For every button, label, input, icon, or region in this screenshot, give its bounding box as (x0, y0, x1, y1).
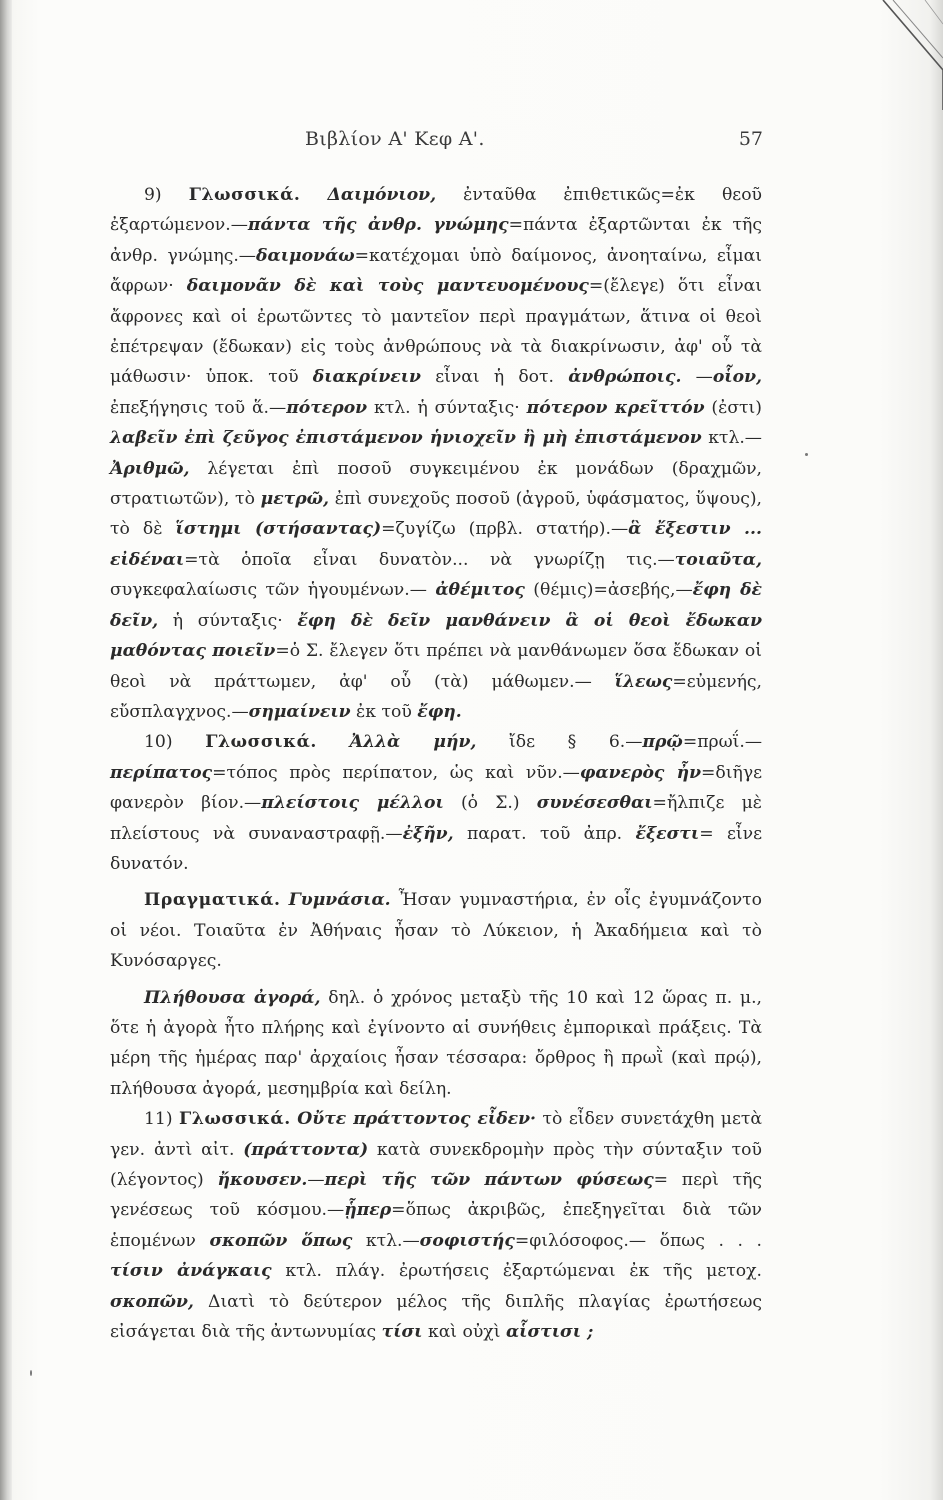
greek-term: οἷον, (712, 367, 762, 388)
greek-term: Ἀλλὰ μήν, (349, 732, 477, 753)
greek-term: ἔφη δὲ δεῖν, (110, 580, 762, 631)
greek-term: τίσιν ἀνάγκαις (110, 1261, 272, 1282)
page-header (0, 128, 943, 162)
greek-term: λαβεῖν ἐπὶ ζεῦγος ἐπιστάμενον ἡνιοχεῖν ἢ μὴ ἐπιστάμενον (110, 428, 702, 449)
text-run: Διατὶ τὸ δεύτερον μέλος τῆς διπλῆς πλαγίας ἐρωτήσεως εἰσάγεται διὰ τῆς ἀντωνυμίας (110, 1291, 762, 1343)
greek-term: πλείστοις μέλλοι (261, 793, 444, 814)
greek-term: πότερον (286, 397, 368, 418)
greek-term: περὶ τῆς τῶν πάντων φύσεως (324, 1170, 654, 1190)
greek-term: Οὔτε πράττοντος εἶδεν· (297, 1109, 537, 1130)
greek-term: ᾗπερ (344, 1200, 392, 1221)
text-run: =(ἔλεγε) ὅτι εἶναι ἄφρονες καὶ οἱ ἐρωτῶντες τὸ μαντεῖον περὶ πραγμάτων, ἅτινα οἱ θεοὶ ἐπέτρεψαν (ἔδωκαν) εἰς τοὺς ἀνθρώπους νὰ τὰ διακρίνωσιν, ἀφ' οὗ τὰ μάθωσιν· ὑποκ. τοῦ (110, 276, 763, 388)
greek-term: ἤκουσεν. (217, 1170, 308, 1190)
greek-term: ἵστημι (στήσαντας) (175, 519, 382, 540)
greek-term: (πράττοντα) (243, 1139, 369, 1160)
text-run (281, 890, 289, 910)
text-run: =τὰ ὁποῖα εἶναι δυνατὸν... νὰ γνωρίζῃ τις.— (184, 549, 675, 570)
paragraph (110, 180, 762, 727)
greek-term: σημαίνειν (248, 701, 351, 722)
greek-term: σκοπῶν, (110, 1291, 194, 1312)
text-run: 11) (144, 1109, 180, 1130)
greek-term: Ἀριθμῶ, (110, 458, 190, 479)
text-run: 10) (144, 732, 206, 753)
greek-term: περίπατος (110, 762, 213, 783)
greek-term: ἔφη δὲ δεῖν μανθάνειν ἃ οἱ θεοὶ ἔδωκαν μαθόντας ποιεῖν (110, 610, 762, 662)
text-run: τὸ εἶδεν συνετάχθη μετὰ γεν. ἀντὶ αἰτ. (110, 1109, 762, 1160)
greek-term: Δαιμόνιον, (327, 185, 437, 205)
text-run: καὶ οὐχὶ (422, 1322, 506, 1343)
text-run: κτλ. ἡ σύνταξις· (367, 397, 527, 418)
greek-term: συνέσεσθαι (536, 793, 653, 814)
greek-term: πότερον κρεῖττόν (526, 397, 705, 418)
ink-speck (30, 1370, 32, 1376)
text-run: κτλ. πλάγ. ἐρωτήσεις ἐξαρτώμεναι ἐκ τῆς μετοχ. (271, 1261, 762, 1282)
running-title: Βιβλίον Α' Κεφ Α'. (305, 128, 485, 150)
text-run: =φιλόσοφος.— ὅπως . . . (514, 1230, 762, 1251)
greek-term: ἐξῆν, (402, 823, 454, 844)
text-run: = εἶνε δυνατόν. (110, 823, 762, 874)
text-run: 9) (144, 185, 189, 205)
text-run: δηλ. ὁ χρόνος μεταξὺ τῆς 10 καὶ 12 ὥρας π. μ., ὅτε ἡ ἀγορὰ ἦτο πλήρης καὶ ἐγίνοντο αἱ συνήθεις ἐμπορικαὶ πράξεις. Τὰ μέρη τῆς ἡμέρας παρ' ἀρχαίοις ἦσαν τέσσαρα: ὄρθρος ἢ πρωῒ (καὶ πρῴ), πλήθουσα ἀγορά, μεσημβρία καὶ δείλη. (110, 987, 763, 1099)
text-run: ἴδε § 6.— (476, 732, 643, 753)
greek-term: ἵλεως (614, 671, 673, 692)
text-run: =ὅπως ἀκριβῶς, ἐπεξηγεῖται διὰ τῶν ἑπομένων (110, 1200, 762, 1251)
section-heading: Γλωσσικά. (205, 732, 317, 753)
text-run: = περὶ τῆς γενέσεως τοῦ κόσμου.— (110, 1170, 763, 1221)
greek-term: δαιμονάω (256, 245, 355, 266)
text-run: ἐνταῦθα ἐπιθετικῶς=ἐκ θεοῦ ἐξαρτώμενον.— (110, 185, 763, 236)
greek-term: πάντα τῆς ἀνθρ. γνώμης (247, 215, 509, 236)
paragraph (110, 983, 762, 1105)
text-run: =πρωΐ.— (682, 732, 763, 753)
text-run: =εὐμενής, εὔσπλαγχνος.— (110, 671, 762, 722)
text-run: — (681, 367, 713, 388)
greek-term: ἔφη. (417, 701, 462, 722)
body-text (110, 180, 762, 1347)
text-run: =ζυγίζω (πρβλ. στατήρ).— (381, 519, 629, 540)
page-binding-shadow (0, 0, 12, 1500)
text-run: ἐπὶ συνεχοῦς ποσοῦ (ἀγροῦ, ὑφάσματος, ὕψους), τὸ δὲ (110, 489, 763, 540)
greek-term: σοφιστής (419, 1230, 515, 1251)
ink-speck (805, 453, 808, 456)
text-run: — (307, 1170, 325, 1190)
text-run: συγκεφαλαίωσις τῶν ἡγουμένων.— (110, 580, 436, 601)
text-run: ἐκ τοῦ (350, 701, 418, 722)
text-run (300, 185, 327, 205)
greek-term: φανερὸς ἦν (579, 762, 702, 783)
section-heading: Γλωσσικά. (179, 1109, 291, 1130)
section-heading: Πραγματικά. (144, 890, 281, 911)
greek-term: πρῷ (642, 732, 683, 753)
greek-term: ἀνθρώποις. (568, 367, 682, 388)
greek-term: μετρῶ, (260, 489, 329, 510)
greek-term: Πλήθουσα ἀγορά, (144, 987, 321, 1008)
greek-term: τίσι (381, 1322, 423, 1343)
text-run: (θέμις)=ἀσεβής,— (524, 580, 693, 601)
greek-term: σκοπῶν ὅπως (209, 1230, 353, 1251)
paragraph (110, 885, 762, 976)
text-run: λέγεται ἐπὶ ποσοῦ συγκειμένου ἐκ μονάδων (δραχμῶν, στρατιωτῶν), τὸ (110, 458, 762, 510)
corner-fold-mark (863, 0, 943, 110)
greek-term: αἷστισι ; (505, 1322, 594, 1343)
greek-term: δαιμονᾶν δὲ καὶ τοὺς μαντευομένους (186, 276, 589, 297)
text-run: (ἐστι) (704, 397, 763, 418)
page-number: 57 (738, 128, 763, 150)
text-run (317, 732, 350, 752)
greek-term: ἃ ἔξεστιν ... εἰδέναι (110, 519, 763, 570)
paragraph (110, 727, 762, 879)
text-run: Ἦσαν γυμναστήρια, ἐν οἷς ἐγυμνάζοντο οἱ νέοι. Τοιαῦτα ἐν Ἀθήναις ἦσαν τὸ Λύκειον, ἡ Ἀκαδήμεια καὶ τὸ Κυνόσαργες. (110, 890, 763, 972)
greek-term: διακρίνειν (312, 367, 421, 388)
text-run: (ὁ Σ.) (443, 793, 537, 814)
text-run: ἐπεξήγησις τοῦ ἅ.— (110, 397, 287, 418)
text-run: =διῆγε φανερὸν βίον.— (110, 762, 762, 814)
greek-term: τοιαῦτα, (674, 549, 762, 570)
text-run: παρατ. τοῦ ἀπρ. (453, 823, 636, 844)
paragraph (110, 1104, 762, 1347)
text-run: κτλ.— (352, 1230, 420, 1251)
text-run: =ἤλπιζε μὲ πλείστους νὰ συναναστραφῇ.— (110, 793, 762, 844)
greek-term: ἔξεστι (635, 823, 700, 844)
text-run: κατὰ συνεκδρομὴν πρὸς τὴν σύνταξιν τοῦ (λέγοντος) (110, 1139, 762, 1190)
greek-term: ἀθέμιτος (435, 580, 525, 601)
greek-term: Γυμνάσια. (288, 890, 391, 911)
text-run: =ὁ Σ. ἔλεγεν ὅτι πρέπει νὰ μανθάνωμεν ὅσα ἔδωκαν οἱ θεοὶ νὰ πράττωμεν, ἀφ' οὗ (τὰ) μάθωμεν.— (110, 641, 763, 692)
text-run: =τόπος πρὸς περίπατον, ὡς καὶ νῦν.— (212, 762, 580, 783)
text-run: =πάντα ἐξαρτῶνται ἐκ τῆς ἀνθρ. γνώμης.— (110, 215, 762, 266)
text-run: =κατέχομαι ὑπὸ δαίμονος, ἀνοηταίνω, εἶμαι ἄφρων· (110, 245, 763, 297)
text-run: ἡ σύνταξις· (158, 610, 298, 631)
section-heading: Γλωσσικά. (188, 185, 301, 205)
text-run: κτλ.— (701, 428, 762, 449)
text-run: εἶναι ἡ δοτ. (421, 367, 569, 388)
